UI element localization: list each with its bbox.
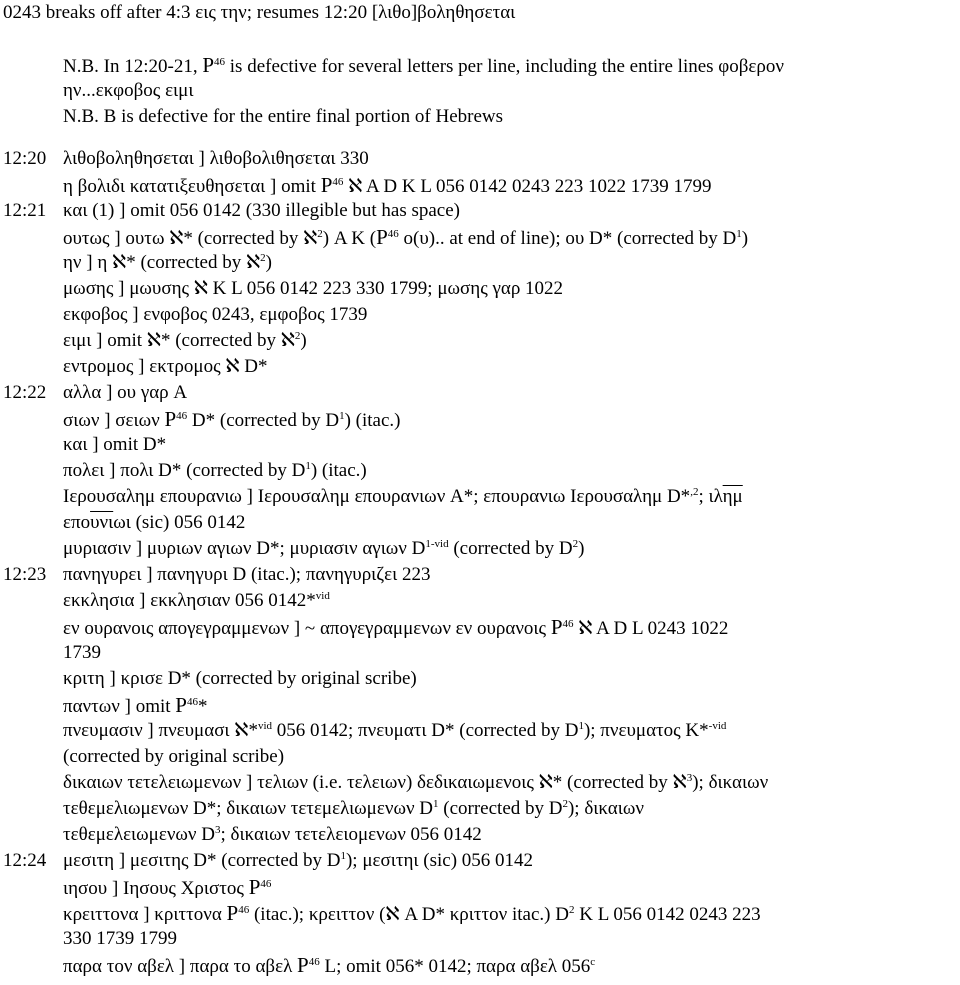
text-line-15: σιων ] σειων $P^{46}$ D* (corrected by $D^1$) (itac.) xyxy=(63,407,401,431)
text-line-33: ιησου ] Ιησους Χριστος $P^{46}$ xyxy=(63,875,272,899)
verse-label: 12:22 xyxy=(3,382,47,403)
text-line-31: τεθεμελειωμενων $D^3$; δικαιων τετελειομενων 056 0142 xyxy=(63,824,482,845)
text-line-4: N.B. B is defective for the entire final portion of Hebrews xyxy=(63,106,504,127)
text-line-35: 330 1739 1799 xyxy=(63,928,177,949)
text-line-8: ουτως ] ουτω ℵ* (corrected by ℵ$^2$) A K ($P^{46}$ ο(υ).. at end of line); ου D* (corrected by $D^1$) xyxy=(63,225,749,249)
text-line-12: ειμι ] omit ℵ* (corrected by ℵ$^2$) xyxy=(63,330,307,351)
text-line-23: εν ουρανοις απογεγραμμενων ] ~ απογεγραμμενων εν ουρανοις $P^{46}$ ℵ A D L 0243 1022 xyxy=(63,615,729,639)
text-line-20: μυριασιν ] μυριων αγιων D*; μυριασιν αγιων $D^{1-vid}$ (corrected by $D^2$) xyxy=(63,538,585,559)
verse-label: 12:21 xyxy=(3,200,47,221)
text-line-6: η βολιδι κατατιξευθησεται ] omit $P^{46}$ ℵ A D K L 056 0142 0243 223 1022 1739 1799 xyxy=(63,173,712,197)
text-line-11: εκφοβος ] ενφοβος 0243, εμφοβος 1739 xyxy=(63,304,368,325)
verse-label: 12:20 xyxy=(3,148,47,169)
text-line-19: $\varepsilon\pi o\overline{\upsilon\nu\iota}\omega\iota$ (sic) 056 0142 xyxy=(63,512,246,533)
text-line-34: κρειττονα ] κριττονα $P^{46}$ (itac.); κρειττον (ℵ A D* κριττον itac.) $D^2$ K L 056 0142 0243 223 xyxy=(63,901,761,925)
text-line-24: 1739 xyxy=(63,642,101,663)
text-line-7: και (1) ] omit 056 0142 (330 illegible but has space) xyxy=(63,200,461,221)
text-line-3: ην...εκφοβος ειμι xyxy=(63,80,194,101)
text-line-2: N.B. In 12:20-21, $P^{46}$ is defective for several letters per line, including the entire lines φοβερον xyxy=(63,53,784,77)
text-line-25: κριτη ] κρισε D* (corrected by original scribe) xyxy=(63,668,417,689)
verse-label: 12:24 xyxy=(3,850,47,871)
text-line-32: μεσιτη ] μεσιτης D* (corrected by $D^1$); μεσιτηι (sic) 056 0142 xyxy=(63,850,534,871)
text-line-27: πνευμασιν ] πνευμασι ℵ*$^{vid}$ 056 0142; πνευματι D* (corrected by $D^1$); πνευματος K*$^{-vid}$ xyxy=(63,720,727,741)
text-line-18: Ιερουσαλημ επουρανιω ] Ιερουσαλημ επουρανιων A*; επουρανιω Ιερουσαλημ D*$^{,2}$; $\iota\lambda\overline{\eta\mu}$ xyxy=(63,486,743,507)
text-line-21: πανηγυρει ] πανηγυρι D (itac.); πανηγυριζει 223 xyxy=(63,564,431,585)
text-line-29: δικαιων τετελειωμενων ] τελιων (i.e. τελειων) δεδικαιωμενοις ℵ* (corrected by ℵ$^3$); δικαιων xyxy=(63,772,769,793)
text-line-16: και ] omit D* xyxy=(63,434,167,455)
text-line-13: εντρομος ] εκτρομος ℵ D* xyxy=(63,356,268,377)
text-line-1: 0243 breaks off after 4:3 εις την; resumes 12:20 [λιθο]βοληθησεται xyxy=(3,2,516,23)
text-line-22: εκκλησια ] εκκλησιαν 056 0142*$^{vid}$ xyxy=(63,590,330,611)
text-line-10: μωσης ] μωυσης ℵ K L 056 0142 223 330 1799; μωσης γαρ 1022 xyxy=(63,278,564,299)
text-line-30: τεθεμελιωμενων D*; δικαιων τετεμελιωμενων $D^1$ (corrected by $D^2$); δικαιων xyxy=(63,798,644,819)
text-line-5: λιθοβοληθησεται ] λιθοβολιθησεται 330 xyxy=(63,148,369,169)
text-line-28: (corrected by original scribe) xyxy=(63,746,285,767)
text-line-26: παντων ] omit $P^{46}*$ xyxy=(63,693,208,717)
text-line-9: ην ] η ℵ* (corrected by ℵ$^2$) xyxy=(63,252,272,273)
text-line-36: παρα τον αβελ ] παρα το αβελ $P^{46}$ L; omit 056* 0142; παρα αβελ 056$^c$ xyxy=(63,953,596,977)
text-line-14: αλλα ] ου γαρ A xyxy=(63,382,188,403)
text-line-17: πολει ] πολι D* (corrected by $D^1$) (itac.) xyxy=(63,460,367,481)
verse-label: 12:23 xyxy=(3,564,47,585)
